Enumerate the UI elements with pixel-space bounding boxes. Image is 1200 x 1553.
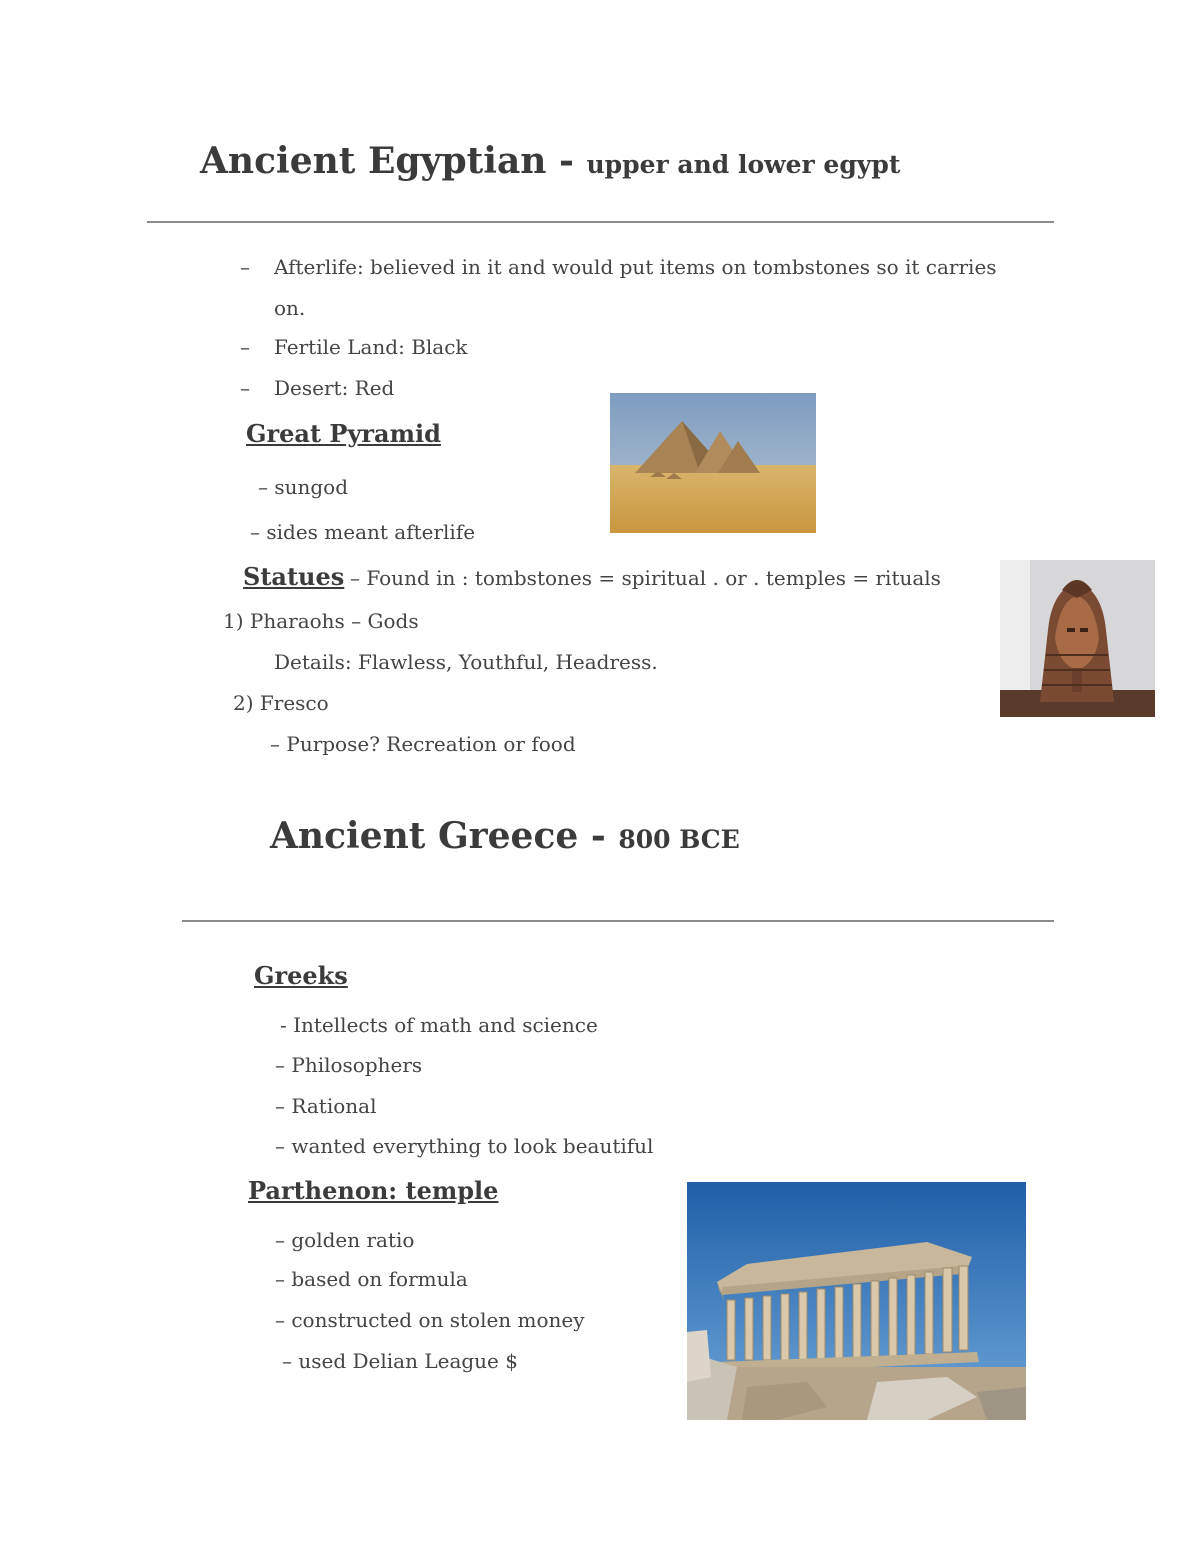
bullet-afterlife-cont: on. <box>274 296 306 320</box>
pharaoh-bust-image <box>1000 560 1155 717</box>
greeks-heading: Greeks <box>254 961 348 990</box>
parthenon-item-golden-ratio: – golden ratio <box>275 1228 415 1252</box>
bullet-dash: – <box>240 255 250 279</box>
greece-title-main: Ancient Greece - <box>270 815 606 857</box>
greeks-item-philosophers: – Philosophers <box>275 1053 423 1077</box>
greece-divider <box>182 920 1054 922</box>
bullet-fertile-land: Fertile Land: Black <box>274 335 468 359</box>
pyramid-item-sides: – sides meant afterlife <box>250 520 476 544</box>
egypt-title-sub: upper and lower egypt <box>586 150 901 179</box>
pyramid-item-sungod: – sungod <box>258 475 349 499</box>
pyramid-image <box>610 393 816 533</box>
greeks-item-rational: – Rational <box>275 1094 377 1118</box>
greece-title <box>270 815 740 857</box>
parthenon-item-formula: – based on formula <box>275 1267 468 1291</box>
bullet-dash: – <box>240 376 250 400</box>
parthenon-item-stolen-money: – constructed on stolen money <box>275 1308 585 1332</box>
bullet-dash: – <box>240 335 250 359</box>
statues-item-fresco: 2) Fresco <box>233 691 329 715</box>
bullet-desert: Desert: Red <box>274 376 395 400</box>
parthenon-heading: Parthenon: temple <box>248 1176 499 1205</box>
egypt-title <box>200 140 900 182</box>
egypt-title-main: Ancient Egyptian - <box>200 140 574 182</box>
statues-item-fresco-purpose: – Purpose? Recreation or food <box>270 732 576 756</box>
bullet-afterlife: Afterlife: believed in it and would put items on tombstones so it carries <box>274 255 997 279</box>
greeks-item-beautiful: – wanted everything to look beautiful <box>275 1134 654 1158</box>
statues-heading: Statues <box>243 562 345 591</box>
parthenon-image <box>687 1182 1026 1420</box>
great-pyramid-heading: Great Pyramid <box>246 419 441 448</box>
greeks-item-intellects: - Intellects of math and science <box>280 1013 598 1037</box>
statues-item-pharaohs-details: Details: Flawless, Youthful, Headress. <box>274 650 658 674</box>
parthenon-item-delian-league: – used Delian League $ <box>282 1349 518 1373</box>
greece-title-sub: 800 BCE <box>618 825 740 854</box>
statues-item-pharaohs: 1) Pharaohs – Gods <box>223 609 419 633</box>
statues-desc: – Found in : tombstones = spiritual . or . temples = rituals <box>350 566 941 590</box>
egypt-divider <box>147 221 1054 223</box>
